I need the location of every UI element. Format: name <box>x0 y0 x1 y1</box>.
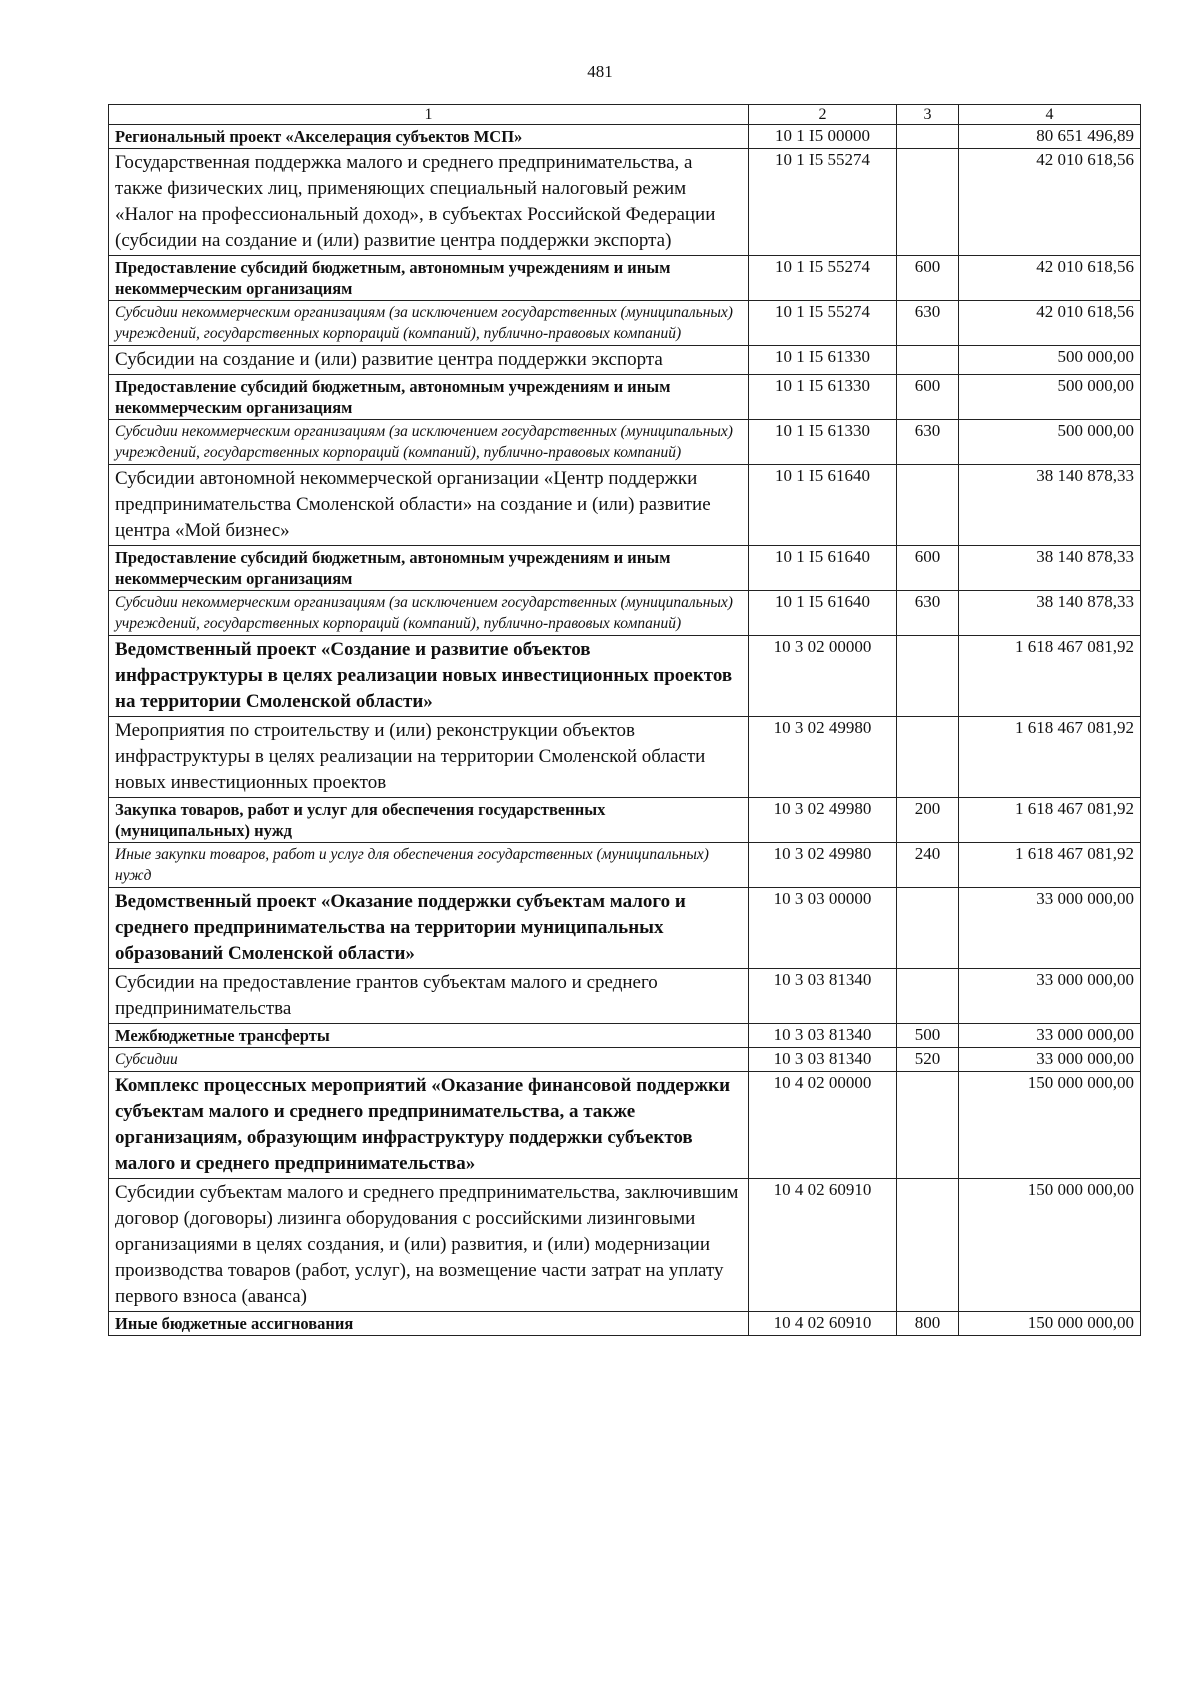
budget-table <box>108 104 1141 1336</box>
table-row <box>109 717 1141 798</box>
table-row <box>109 843 1141 888</box>
row-amount: 1 618 467 081,92 <box>959 843 1141 888</box>
row-name: Субсидии на создание и (или) развитие центра поддержки экспорта <box>109 346 749 375</box>
row-name: Иные закупки товаров, работ и услуг для обеспечения государственных (муниципальных) нужд <box>109 843 749 888</box>
table-row <box>109 1179 1141 1312</box>
row-amount: 33 000 000,00 <box>959 1048 1141 1072</box>
row-code: 10 4 02 60910 <box>749 1179 897 1312</box>
row-expense-type <box>897 346 959 375</box>
row-name: Межбюджетные трансферты <box>109 1024 749 1048</box>
row-code: 10 3 02 49980 <box>749 717 897 798</box>
row-expense-type <box>897 1072 959 1179</box>
row-name: Предоставление субсидий бюджетным, автономным учреждениям и иным некоммерческим организациям <box>109 375 749 420</box>
table-row <box>109 149 1141 256</box>
row-expense-type <box>897 636 959 717</box>
row-name: Мероприятия по строительству и (или) реконструкции объектов инфраструктуры в целях реализации на территории Смоленской области новых инвестиционных проектов <box>109 717 749 798</box>
row-name: Ведомственный проект «Оказание поддержки субъектам малого и среднего предпринимательства на территории муниципальных образований Смоленской области» <box>109 888 749 969</box>
row-code: 10 1 I5 61640 <box>749 591 897 636</box>
row-name: Государственная поддержка малого и среднего предпринимательства, а также физических лиц, применяющих специальный налоговый режим «Налог на профессиональный доход», в субъектах Российской Федерации (субсидии на создание и (или) развитие центра поддержки экспорта) <box>109 149 749 256</box>
table-row <box>109 256 1141 301</box>
row-amount: 38 140 878,33 <box>959 591 1141 636</box>
row-expense-type <box>897 149 959 256</box>
row-amount: 38 140 878,33 <box>959 546 1141 591</box>
column-header-3: 3 <box>897 105 959 125</box>
row-name: Комплекс процессных мероприятий «Оказание финансовой поддержки субъектам малого и среднего предпринимательства, а также организациям, образующим инфраструктуру поддержки субъектов малого и среднего предпринимательства» <box>109 1072 749 1179</box>
row-expense-type: 200 <box>897 798 959 843</box>
row-name: Субсидии автономной некоммерческой организации «Центр поддержки предпринимательства Смоленской области» на создание и (или) развитие центра «Мой бизнес» <box>109 465 749 546</box>
row-expense-type: 630 <box>897 301 959 346</box>
row-amount: 1 618 467 081,92 <box>959 636 1141 717</box>
row-expense-type: 600 <box>897 546 959 591</box>
row-name: Иные бюджетные ассигнования <box>109 1312 749 1336</box>
row-name: Предоставление субсидий бюджетным, автономным учреждениям и иным некоммерческим организациям <box>109 256 749 301</box>
row-code: 10 1 I5 61330 <box>749 346 897 375</box>
table-header-row <box>109 105 1141 125</box>
table-row <box>109 301 1141 346</box>
table-row <box>109 546 1141 591</box>
row-name: Предоставление субсидий бюджетным, автономным учреждениям и иным некоммерческим организациям <box>109 546 749 591</box>
row-amount: 150 000 000,00 <box>959 1072 1141 1179</box>
row-name: Региональный проект «Акселерация субъектов МСП» <box>109 125 749 149</box>
row-name: Закупка товаров, работ и услуг для обеспечения государственных (муниципальных) нужд <box>109 798 749 843</box>
row-expense-type: 500 <box>897 1024 959 1048</box>
row-name: Ведомственный проект «Создание и развитие объектов инфраструктуры в целях реализации новых инвестиционных проектов на территории Смоленской области» <box>109 636 749 717</box>
table-row <box>109 888 1141 969</box>
row-code: 10 4 02 00000 <box>749 1072 897 1179</box>
column-header-4: 4 <box>959 105 1141 125</box>
row-expense-type <box>897 125 959 149</box>
table-row <box>109 465 1141 546</box>
row-expense-type <box>897 969 959 1024</box>
table-row <box>109 1072 1141 1179</box>
row-name: Субсидии <box>109 1048 749 1072</box>
row-amount: 33 000 000,00 <box>959 888 1141 969</box>
row-amount: 1 618 467 081,92 <box>959 798 1141 843</box>
table-row <box>109 125 1141 149</box>
row-amount: 42 010 618,56 <box>959 149 1141 256</box>
row-amount: 80 651 496,89 <box>959 125 1141 149</box>
column-header-2: 2 <box>749 105 897 125</box>
row-expense-type: 630 <box>897 591 959 636</box>
row-amount: 1 618 467 081,92 <box>959 717 1141 798</box>
row-expense-type <box>897 717 959 798</box>
row-code: 10 3 03 81340 <box>749 969 897 1024</box>
table-row <box>109 1312 1141 1336</box>
page-number: 481 <box>587 62 613 81</box>
row-code: 10 1 I5 61330 <box>749 375 897 420</box>
row-amount: 42 010 618,56 <box>959 256 1141 301</box>
row-code: 10 3 02 49980 <box>749 798 897 843</box>
row-name: Субсидии на предоставление грантов субъектам малого и среднего предпринимательства <box>109 969 749 1024</box>
row-expense-type: 800 <box>897 1312 959 1336</box>
row-amount: 42 010 618,56 <box>959 301 1141 346</box>
row-code: 10 1 I5 61330 <box>749 420 897 465</box>
row-expense-type: 600 <box>897 375 959 420</box>
row-expense-type: 520 <box>897 1048 959 1072</box>
table-row <box>109 636 1141 717</box>
row-code: 10 3 03 81340 <box>749 1024 897 1048</box>
row-name: Субсидии субъектам малого и среднего предпринимательства, заключившим договор (договоры) лизинга оборудования с российскими лизинговыми организациями в целях создания, и (или) развития, и (или) модернизации производства товаров (работ, услуг), на возмещение части затрат на уплату первого взноса (аванса) <box>109 1179 749 1312</box>
row-code: 10 1 I5 55274 <box>749 149 897 256</box>
row-name: Субсидии некоммерческим организациям (за исключением государственных (муниципальных) учреждений, государственных корпораций (компаний), публично-правовых компаний) <box>109 301 749 346</box>
row-code: 10 1 I5 55274 <box>749 256 897 301</box>
row-amount: 33 000 000,00 <box>959 1024 1141 1048</box>
row-expense-type: 600 <box>897 256 959 301</box>
table-row <box>109 375 1141 420</box>
table-row <box>109 420 1141 465</box>
row-amount: 38 140 878,33 <box>959 465 1141 546</box>
row-code: 10 1 I5 00000 <box>749 125 897 149</box>
row-amount: 150 000 000,00 <box>959 1179 1141 1312</box>
row-code: 10 4 02 60910 <box>749 1312 897 1336</box>
row-amount: 500 000,00 <box>959 375 1141 420</box>
row-name: Субсидии некоммерческим организациям (за исключением государственных (муниципальных) учреждений, государственных корпораций (компаний), публично-правовых компаний) <box>109 420 749 465</box>
table-row <box>109 591 1141 636</box>
table-row <box>109 1048 1141 1072</box>
row-code: 10 3 02 49980 <box>749 843 897 888</box>
row-amount: 500 000,00 <box>959 346 1141 375</box>
row-code: 10 1 I5 61640 <box>749 546 897 591</box>
row-expense-type <box>897 465 959 546</box>
table-row <box>109 798 1141 843</box>
row-expense-type: 630 <box>897 420 959 465</box>
row-code: 10 3 03 81340 <box>749 1048 897 1072</box>
table-row <box>109 346 1141 375</box>
row-expense-type <box>897 888 959 969</box>
row-amount: 150 000 000,00 <box>959 1312 1141 1336</box>
row-expense-type: 240 <box>897 843 959 888</box>
table-row <box>109 969 1141 1024</box>
row-amount: 33 000 000,00 <box>959 969 1141 1024</box>
row-name: Субсидии некоммерческим организациям (за исключением государственных (муниципальных) учреждений, государственных корпораций (компаний), публично-правовых компаний) <box>109 591 749 636</box>
table-row <box>109 1024 1141 1048</box>
row-code: 10 1 I5 61640 <box>749 465 897 546</box>
row-code: 10 3 02 00000 <box>749 636 897 717</box>
row-code: 10 3 03 00000 <box>749 888 897 969</box>
row-amount: 500 000,00 <box>959 420 1141 465</box>
row-expense-type <box>897 1179 959 1312</box>
column-header-1: 1 <box>109 105 749 125</box>
row-code: 10 1 I5 55274 <box>749 301 897 346</box>
